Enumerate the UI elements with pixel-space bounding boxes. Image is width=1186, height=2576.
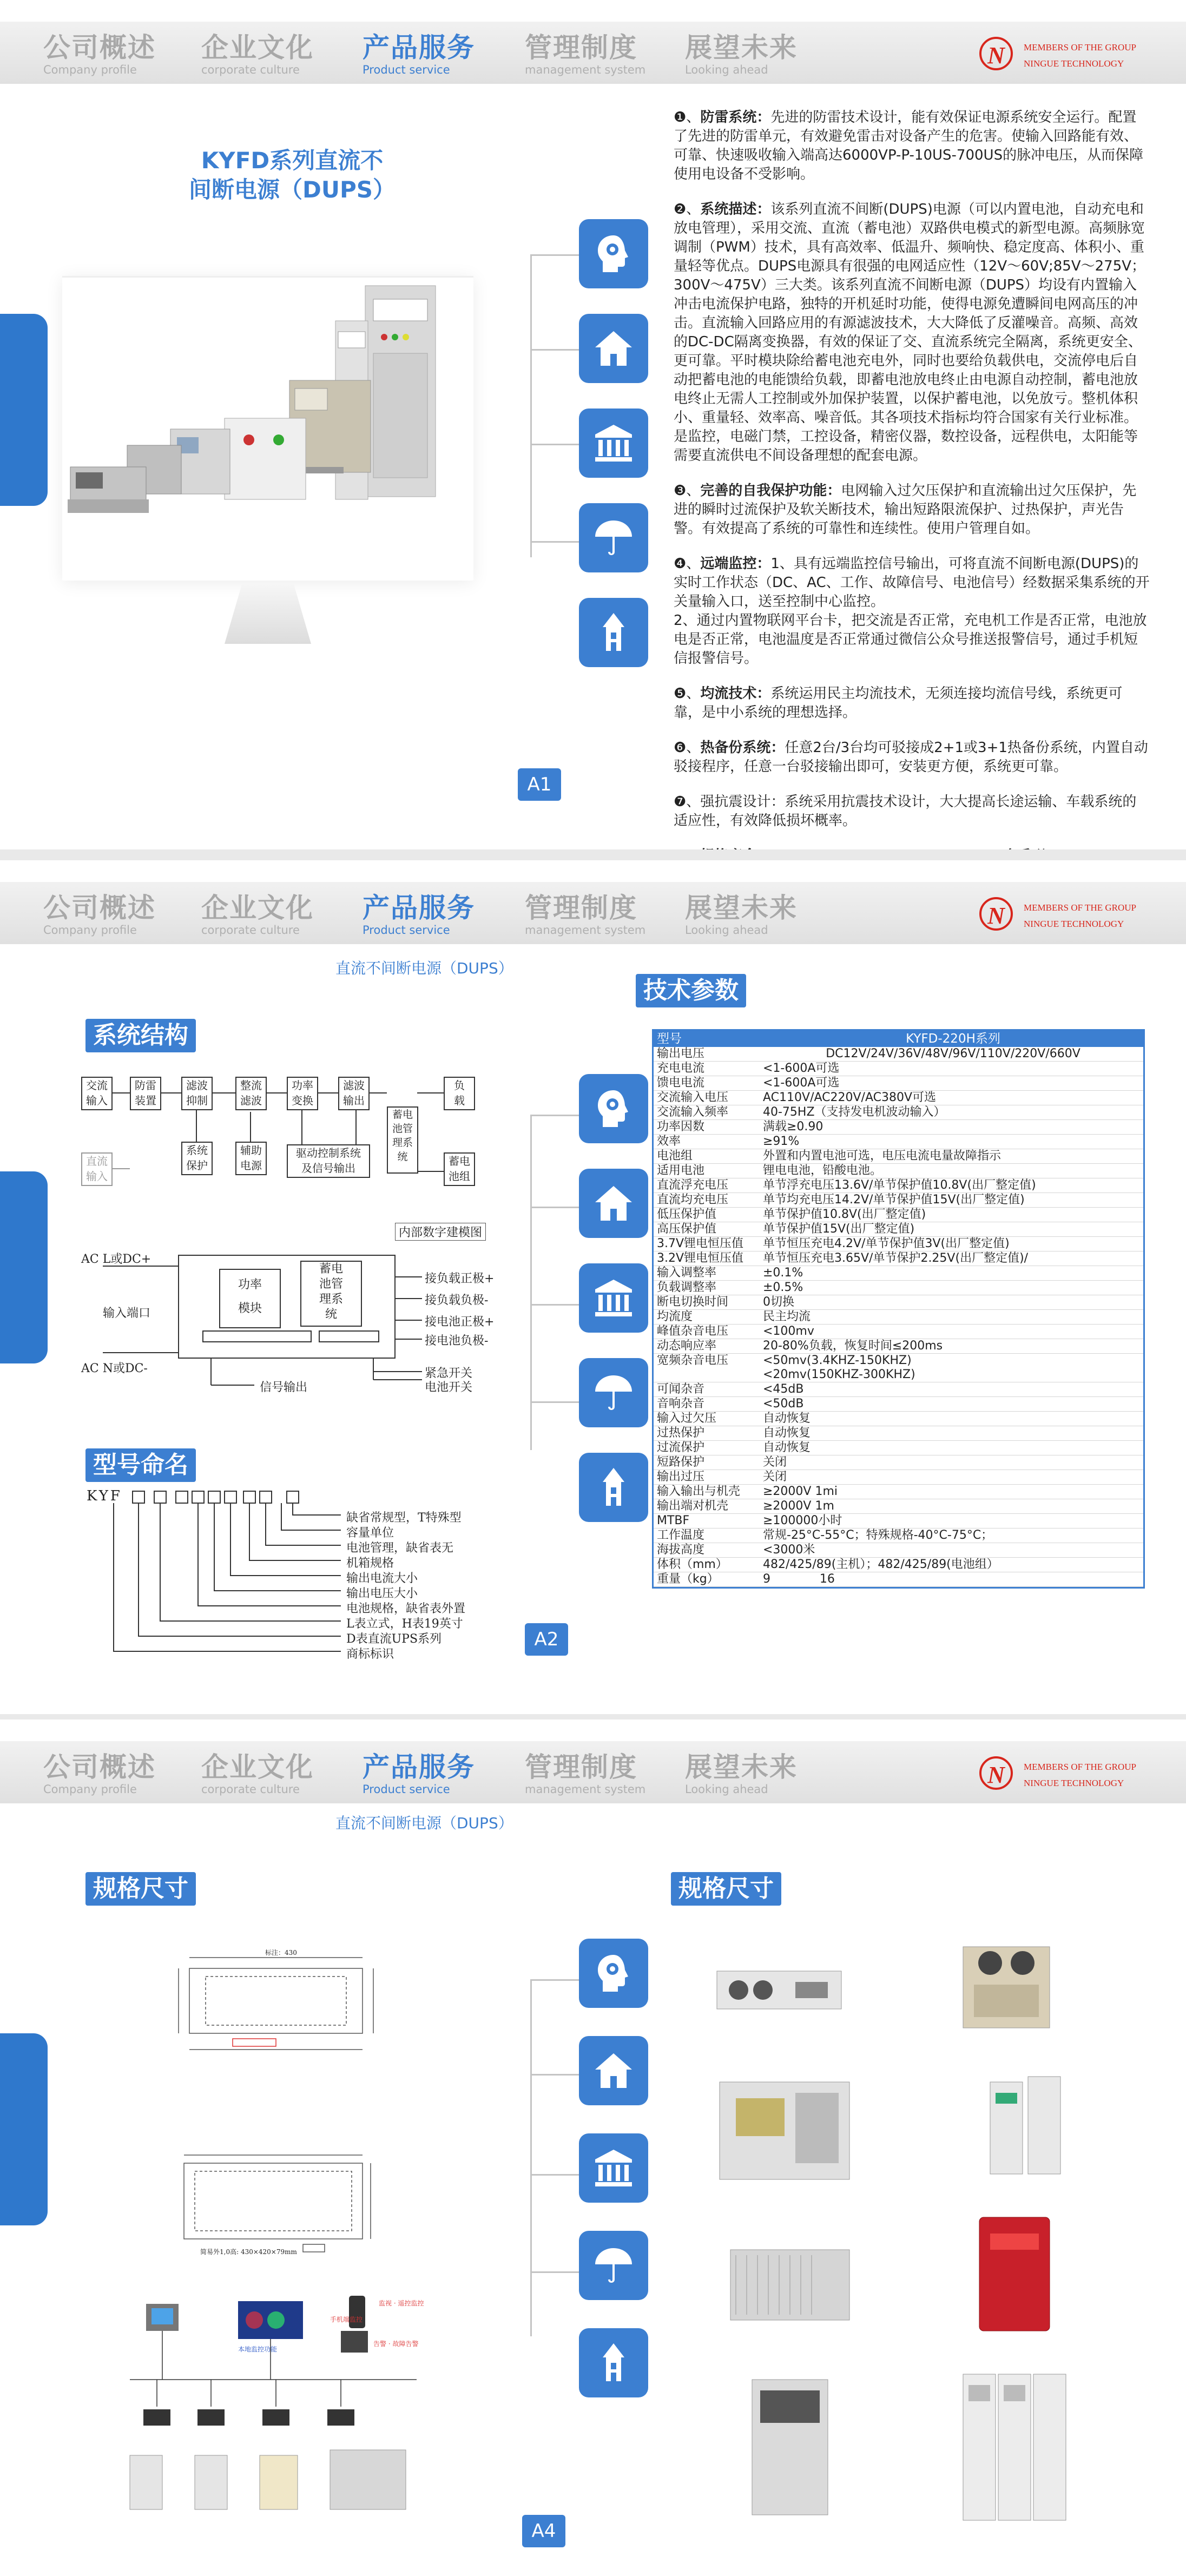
product-photo-red-supply (963, 2212, 1071, 2336)
product-photo (62, 276, 473, 581)
section-divider (0, 1714, 1186, 1719)
spec-table-header (654, 1031, 1143, 1047)
block-aux-power: 辅助 电源 (235, 1142, 267, 1175)
spec-row (654, 1558, 1143, 1572)
wiring-out-label: 电池开关 (425, 1381, 473, 1394)
nav-label: 企业文化 (201, 892, 314, 924)
spec-row (654, 1572, 1143, 1587)
feature-item: ❺、均流技术：系统运用民主均流技术，无须连接均流信号线，系统更可靠，是中小系统的理想选择。 (674, 686, 1123, 721)
title-line: 间断电源（DUPS） (189, 176, 396, 203)
spec-key: 负载调整率 (657, 1281, 717, 1294)
left-side-tab[interactable] (0, 1171, 48, 1363)
spec-key: 输入调整率 (657, 1266, 717, 1280)
tower-icon[interactable] (579, 2328, 648, 2397)
nav-product-service[interactable] (363, 1752, 509, 1796)
umbrella-icon[interactable] (579, 2231, 648, 2300)
spec-key: 输入过欠压 (657, 1412, 717, 1425)
spec-row (654, 1426, 1143, 1441)
nav-sublabel: corporate culture (201, 63, 300, 76)
nav-corporate-culture[interactable] (201, 1752, 347, 1796)
gear-head-icon[interactable] (579, 1939, 648, 2008)
wiring-title: 内部数字建模图 (395, 1223, 486, 1241)
spec-row (654, 1076, 1143, 1091)
company-logo (979, 37, 1152, 75)
top-nav (0, 1741, 1186, 1803)
wiring-signal-out: 信号输出 (260, 1381, 308, 1394)
spec-value: ±0.5% (763, 1281, 803, 1294)
spec-row (654, 1543, 1143, 1558)
drawing-note: 标注：430 (265, 1949, 297, 1956)
nav-company-profile[interactable] (43, 32, 189, 77)
nav-sublabel: Product service (363, 924, 450, 937)
spec-row (654, 1529, 1143, 1543)
spec-value: 20-80%负载，恢复时间≤200ms (763, 1339, 943, 1353)
block-dc-input: 直流 输入 (81, 1152, 113, 1186)
spec-value: <45dB (763, 1382, 804, 1396)
tag-system-structure: 系统结构 (85, 1019, 196, 1052)
spec-key: 输入输出与机壳 (657, 1485, 741, 1498)
nav-product-service[interactable] (363, 893, 509, 937)
umbrella-icon[interactable] (579, 503, 648, 572)
bank-icon[interactable] (579, 1263, 648, 1333)
nav-sublabel: management system (525, 63, 646, 76)
spec-value: 单节保护值10.8V(出厂整定值) (763, 1208, 926, 1221)
nav-sublabel: corporate culture (201, 924, 300, 937)
logo-line1: MEMBERS OF THE GROUP (1024, 1762, 1136, 1772)
spec-value: ±0.1% (763, 1266, 803, 1280)
nav-label: 展望未来 (685, 892, 798, 924)
naming-label: 电池管理，缺省表无 (346, 1541, 454, 1555)
gear-head-icon[interactable] (579, 1074, 648, 1143)
spec-table-body (654, 1047, 1143, 1587)
dimension-drawing-bottom (168, 2147, 384, 2271)
feature-item: ❻、热备份系统：任意2台/3台均可驳接成2+1或3+1热备份系统，内置自动驳接程序，任意一台驳接输出即可，安装更方便，系统更可靠。 (674, 740, 1148, 775)
page-section-a2 (0, 860, 1186, 1714)
spec-row (654, 1047, 1143, 1062)
title-line: KYFD系列直流不 (201, 147, 384, 174)
icon-connector-lines (519, 1936, 579, 2358)
spec-row (654, 1105, 1143, 1120)
spec-value: AC110V/AC220V/AC380V可选 (763, 1091, 937, 1104)
nav-corporate-culture[interactable] (201, 32, 347, 77)
nav-management-system[interactable] (525, 1752, 671, 1796)
block-filter: 滤波 抑制 (181, 1077, 213, 1110)
house-icon[interactable] (579, 314, 648, 383)
dimension-drawing-top (168, 1947, 384, 2071)
spec-key: 高压保护值 (657, 1222, 717, 1236)
spec-value: ≥100000小时 (763, 1514, 842, 1527)
spec-row (654, 1295, 1143, 1310)
nav-management-system[interactable] (525, 893, 671, 937)
spec-key: 馈电电流 (657, 1076, 705, 1090)
wiring-ac-n: AC N或DC- (81, 1362, 148, 1375)
section-divider (0, 849, 1186, 860)
spec-value: <50mv(3.4KHZ-150KHZ) <20mv(150KHZ-300KHZ) (763, 1354, 915, 1381)
tag-dimensions-right: 规格尺寸 (671, 1872, 781, 1906)
monitor-stand (225, 584, 311, 644)
spec-value: 满载≥0.90 (763, 1120, 823, 1134)
product-photo-heatsink-supply (725, 2228, 855, 2336)
nav-corporate-culture[interactable] (201, 893, 347, 937)
product-photo-floor-cabinets (958, 2369, 1071, 2526)
spec-key: 工作温度 (657, 1529, 705, 1542)
spec-row (654, 1339, 1143, 1354)
power-cabinets-illustration (62, 278, 473, 581)
spec-header-model: KYFD-220H系列 (906, 1032, 1000, 1046)
nav-sublabel: Company profile (43, 1783, 137, 1796)
spec-key: 均流度 (657, 1310, 693, 1323)
wiring-diagram (81, 1217, 514, 1412)
spec-value: <1-600A可选 (763, 1076, 840, 1090)
spec-value: 外置和内置电池可选，电压电流电量故障指示 (763, 1149, 1001, 1163)
logo-mark: N (979, 1756, 1013, 1790)
block-rectifier: 整流 滤波 (235, 1077, 267, 1110)
spec-row (654, 1091, 1143, 1105)
spec-value: 单节恒压充电3.65V/单节保护2.25V(出厂整定值)/ (763, 1251, 1029, 1265)
spec-value: 常规-25°C-55°C；特殊规格-40°C-75°C； (763, 1529, 993, 1542)
spec-row (654, 1135, 1143, 1149)
tag-tech-params: 技术参数 (636, 974, 746, 1007)
spec-row (654, 1382, 1143, 1397)
page-badge: A1 (518, 768, 561, 801)
spec-row (654, 1412, 1143, 1426)
spec-value: 9 16 (763, 1572, 835, 1586)
block-surge: 防雷 装置 (130, 1077, 161, 1110)
spec-key: 直流浮充电压 (657, 1178, 729, 1192)
page-badge: A4 (522, 2515, 565, 2547)
nav-sublabel: Looking ahead (685, 924, 768, 937)
spec-row (654, 1164, 1143, 1178)
spec-row (654, 1237, 1143, 1251)
nav-sublabel: management system (525, 924, 646, 937)
spec-row (654, 1281, 1143, 1295)
spec-value: 40-75HZ（支持发电机波动输入） (763, 1105, 946, 1119)
nav-label: 管理制度 (525, 32, 637, 63)
wiring-ac-l: AC L或DC+ (81, 1253, 151, 1266)
nav-label: 公司概述 (43, 892, 156, 924)
spec-value: ≥2000V 1mi (763, 1485, 838, 1498)
logo-line2: NINGUE TECHNOLOGY (1024, 58, 1124, 69)
spec-row (654, 1266, 1143, 1281)
company-logo (979, 1756, 1152, 1794)
nav-sublabel: Looking ahead (685, 63, 768, 76)
system-block-diagram (81, 1074, 482, 1204)
spec-key: 过热保护 (657, 1426, 705, 1440)
spec-value: 482/425/89(主机）；482/425/89(电池组） (763, 1558, 999, 1571)
tag-model-naming: 型号命名 (85, 1448, 196, 1482)
nav-label: 公司概述 (43, 1751, 156, 1783)
nav-label: 企业文化 (201, 1751, 314, 1783)
nav-label: 企业文化 (201, 32, 314, 63)
product-photo-rack-unit (714, 1947, 844, 2033)
nav-looking-ahead[interactable] (685, 32, 831, 77)
spec-key: 低压保护值 (657, 1208, 717, 1221)
naming-prefix: KYF (87, 1488, 122, 1504)
bank-icon[interactable] (579, 409, 648, 478)
spec-value: 自动恢复 (763, 1441, 811, 1454)
spec-key: 峰值杂音电压 (657, 1325, 729, 1338)
house-icon[interactable] (579, 1169, 648, 1238)
spec-value: 自动恢复 (763, 1426, 811, 1440)
spec-row (654, 1485, 1143, 1499)
spec-key: MTBF (657, 1514, 690, 1527)
spec-row (654, 1178, 1143, 1193)
nav-label: 展望未来 (685, 32, 798, 63)
drawing-note: 简易外1,0高: 430×420×79mm (200, 2248, 297, 2256)
spec-value: 民主均流 (763, 1310, 811, 1323)
spec-row (654, 1470, 1143, 1485)
left-side-tab[interactable] (0, 2033, 48, 2225)
nav-label: 产品服务 (363, 32, 475, 63)
spec-key: 海拔高度 (657, 1543, 705, 1557)
spec-key: 电池组 (657, 1149, 693, 1163)
left-side-tab[interactable] (0, 314, 48, 506)
spec-table (652, 1029, 1145, 1589)
spec-value: ≥2000V 1m (763, 1499, 834, 1513)
wiring-power-module: 功率 模块 (219, 1269, 281, 1328)
product-title (184, 146, 400, 205)
product-photo-module-fans (952, 1931, 1060, 2039)
nav-management-system[interactable] (525, 32, 671, 77)
nav-sublabel: Company profile (43, 924, 137, 937)
spec-value: 自动恢复 (763, 1412, 811, 1425)
net-label: 手机端监控 (330, 2316, 363, 2323)
feature-item: ❹、远端监控：1、具有远端监控信号输出，可将直流不间断电源(DUPS)的实时工作状态（DC、AC、工作、故障信号、电池信号）经数据采集系统的开关量输入口，送至控制中心监控。 2、通过内置物联网平台卡，把交流是否正常，充电机工作是否正常，电池放电是否正常，电池温度是否正常通过微信公众号推送报警信号，通过手机短信报警信号。 (674, 556, 1150, 667)
network-svg (114, 2293, 438, 2531)
tag-dimensions-left: 规格尺寸 (85, 1872, 196, 1906)
spec-key: 功率因数 (657, 1120, 705, 1134)
logo-line1: MEMBERS OF THE GROUP (1024, 42, 1136, 52)
logo-line2: NINGUE TECHNOLOGY (1024, 919, 1124, 929)
spec-value: 单节浮充电压13.6V/单节保护值10.8V(出厂整定值) (763, 1178, 1036, 1192)
block-power-conv: 功率 变换 (287, 1077, 318, 1110)
block-filter-out: 滤波 输出 (338, 1077, 370, 1110)
spec-key: 交流输入电压 (657, 1091, 729, 1104)
spec-value: 单节保护值15V(出厂整定值) (763, 1222, 915, 1236)
spec-row (654, 1499, 1143, 1514)
nav-label: 展望未来 (685, 1751, 798, 1783)
spec-value: <100mv (763, 1325, 814, 1338)
nav-label: 公司概述 (43, 32, 156, 63)
feature-item: ❼、强抗震设计：系统采用抗震技术设计，大大提高长途运输、车载系统的适应性，有效降低损坏概率。 (674, 794, 1137, 829)
page-section-a1 (0, 0, 1186, 849)
spec-row (654, 1441, 1143, 1455)
wiring-out-label: 接负载正极+ (425, 1272, 495, 1286)
block-load: 负 载 (444, 1077, 475, 1110)
spec-key: 体积（mm） (657, 1558, 728, 1571)
naming-label: 机箱规格 (346, 1557, 394, 1570)
naming-label: 商标标识 (346, 1648, 394, 1661)
icon-connector-lines (519, 216, 579, 584)
nav-sublabel: Company profile (43, 63, 137, 76)
model-naming-diagram (81, 1488, 514, 1704)
naming-label: 缺省常规型，T特殊型 (346, 1511, 462, 1525)
nav-sublabel: corporate culture (201, 1783, 300, 1796)
spec-key: 直流均充电压 (657, 1193, 729, 1207)
spec-row (654, 1208, 1143, 1222)
spec-key: 重量（kg） (657, 1572, 719, 1586)
naming-label: L表立式，H表19英寸 (346, 1617, 463, 1631)
spec-row (654, 1149, 1143, 1164)
spec-key: 短路保护 (657, 1455, 705, 1469)
naming-label: 容量单位 (346, 1526, 394, 1540)
wiring-input-port: 输入端口 (103, 1307, 151, 1320)
tower-icon[interactable] (579, 598, 648, 667)
page-section-a4 (0, 1719, 1186, 2576)
top-nav (0, 882, 1186, 944)
logo-mark: N (979, 37, 1013, 70)
spec-row (654, 1397, 1143, 1412)
spec-row (654, 1354, 1143, 1382)
drawing-top-svg (168, 1947, 384, 2071)
spec-key: 充电电流 (657, 1062, 705, 1075)
page-badge: A2 (525, 1623, 568, 1656)
spec-key: 宽频杂音电压 (657, 1354, 729, 1367)
spec-key: 可闻杂音 (657, 1382, 705, 1396)
spec-key: 断电切换时间 (657, 1295, 729, 1309)
nav-sublabel: Looking ahead (685, 1783, 768, 1796)
nav-sublabel: Product service (363, 1783, 450, 1796)
monitoring-network-diagram (114, 2293, 438, 2531)
nav-company-profile[interactable] (43, 1752, 189, 1796)
spec-key: 效率 (657, 1135, 681, 1148)
spec-header-key: 型号 (657, 1032, 682, 1046)
spec-row (654, 1222, 1143, 1237)
spec-row (654, 1455, 1143, 1470)
block-protect: 系统 保护 (181, 1142, 213, 1175)
net-label: 监视 · 遥控监控 (379, 2300, 424, 2307)
nav-looking-ahead[interactable] (685, 893, 831, 937)
spec-value: 关闭 (763, 1455, 787, 1469)
naming-label: 电池规格，缺省表外置 (346, 1602, 466, 1616)
company-logo (979, 897, 1152, 935)
spec-key: 过流保护 (657, 1441, 705, 1454)
umbrella-icon[interactable] (579, 1358, 648, 1427)
spec-value: <3000米 (763, 1543, 815, 1557)
spec-key: 输出过压 (657, 1470, 705, 1484)
nav-company-profile[interactable] (43, 893, 189, 937)
logo-line1: MEMBERS OF THE GROUP (1024, 902, 1136, 913)
naming-label: 输出电压大小 (346, 1587, 418, 1600)
spec-value: 单节均充电压14.2V/单节保护值15V(出厂整定值) (763, 1193, 1025, 1207)
spec-row (654, 1120, 1143, 1135)
block-battery: 蓄电 池组 (444, 1152, 475, 1186)
spec-value: <50dB (763, 1397, 804, 1411)
icon-connector-lines (519, 1071, 579, 1483)
net-label: 告警 · 故障告警 (373, 2340, 419, 2348)
spec-key: 输出电压 (657, 1047, 705, 1060)
block-drive-control: 驱动控制系统 及信号输出 (287, 1144, 370, 1178)
spec-key: 适用电池 (657, 1164, 705, 1177)
naming-label: D表直流UPS系列 (346, 1632, 442, 1646)
wiring-bms: 蓄电 池管 理系 统 (300, 1261, 362, 1327)
spec-row (654, 1193, 1143, 1208)
spec-value: 单节恒压充电4.2V/单节保护值3V(出厂整定值) (763, 1237, 1010, 1250)
section-subtitle: 直流不间断电源（DUPS） (335, 1814, 513, 1832)
wiring-out-label: 紧急开关 (425, 1367, 473, 1380)
product-photo-wall-cabinet (714, 2077, 855, 2185)
wiring-out-label: 接负载负极- (425, 1294, 489, 1307)
spec-key: 3.7V锂电恒压值 (657, 1237, 744, 1250)
top-nav (0, 22, 1186, 84)
spec-value: 0切换 (763, 1295, 794, 1309)
spec-value: 关闭 (763, 1470, 787, 1484)
spec-key: 动态响应率 (657, 1339, 717, 1353)
logo-line2: NINGUE TECHNOLOGY (1024, 1778, 1124, 1788)
feature-item: ❶、防雷系统：先进的防雷技术设计，能有效保证电源系统安全运行。配置了先进的防雷单元，有效避免雷击对设备产生的危害。使输入回路能有效、可靠、快速吸收输入端高达6000VP-P-10US-700US的脉冲电压，从而保障使用电设备不受影响。 (674, 109, 1144, 182)
bank-icon[interactable] (579, 2133, 648, 2203)
nav-label: 产品服务 (363, 892, 475, 924)
spec-value: DC12V/24V/36V/48V/96V/110V/220V/660V (826, 1047, 1080, 1060)
product-monitor-frame (62, 254, 473, 644)
gear-head-icon[interactable] (579, 219, 648, 288)
nav-label: 管理制度 (525, 1751, 637, 1783)
spec-row (654, 1514, 1143, 1529)
naming-label: 输出电流大小 (346, 1572, 418, 1585)
spec-row (654, 1251, 1143, 1266)
tower-icon[interactable] (579, 1453, 648, 1522)
nav-product-service[interactable] (363, 32, 509, 77)
nav-looking-ahead[interactable] (685, 1752, 831, 1796)
product-photo-tower-units (979, 2066, 1071, 2185)
spec-key: 音响杂音 (657, 1397, 705, 1411)
spec-key: 3.2V锂电恒压值 (657, 1251, 744, 1265)
feature-item: ❸、完善的自我保护功能：电网输入过欠压保护和直流输出过欠压保护，先进的瞬时过流保护及软关断技术，输出短路限流保护、过热保护，声光告警。有效提高了系统的可靠性和连续性。使用户管理自如。 (674, 483, 1137, 537)
feature-item: ❷、系统描述：该系列直流不间断(DUPS)电源（可以内置电池，自动充电和放电管理），采用交流、直流（蓄电池）双路供电模式的新型电源。高频脉宽调制（PWM）技术，具有高效率、低温升、频响快、稳定度高、体积小、重量轻等优点。DUPS电源具有很强的电网适应性（12V～60V;85V～275V；300V～475V）三大类。该系列直流不间断电源（DUPS）均设有内置输入冲击电流保护电路，独特的开机延时功能，使得电源免遭瞬间电网高压的冲击。直流输入回路应用的有源滤波技术，大大降低了反灌噪音。高频、高效的DC-DC隔离变换器，有效的保证了交、直流系统完全隔离，系统更安全、更可靠。平时模块除给蓄电池充电外，同时也要给负载供电，交流停电后自动把蓄电池的电能馈给负载，即蓄电池放电终止由电源自动控制，蓄电池放电终止无需人工控制或外加保护装置，以保护蓄电池，以免放亏。整机体积小、重量轻、效率高、噪音低。其各项技术指标均符合国家有关行业标准。是监控，电磁门禁，工控设备，精密仪器，数控设备，远程供电，太阳能等需要直流供电不间设备理想的配套电源。 (674, 201, 1146, 464)
nav-label: 管理制度 (525, 892, 637, 924)
spec-key: 输出端对机壳 (657, 1499, 729, 1513)
spec-value: 锂电电池，铅酸电池。 (763, 1164, 882, 1177)
block-ac-input: 交流 输入 (81, 1077, 113, 1110)
wiring-out-label: 接电池正极+ (425, 1315, 495, 1329)
house-icon[interactable] (579, 2036, 648, 2105)
nav-sublabel: management system (525, 1783, 646, 1796)
section-subtitle: 直流不间断电源（DUPS） (335, 959, 513, 977)
product-photo-chassis (736, 2369, 844, 2520)
feature-list (674, 108, 1150, 882)
spec-row (654, 1310, 1143, 1325)
nav-label: 产品服务 (363, 1751, 475, 1783)
spec-value: <1-600A可选 (763, 1062, 840, 1075)
spec-row (654, 1062, 1143, 1076)
nav-sublabel: Product service (363, 63, 450, 76)
spec-row (654, 1325, 1143, 1339)
spec-key: 交流输入频率 (657, 1105, 729, 1119)
block-bms: 蓄电 池管 理系 统 (387, 1106, 418, 1174)
wiring-out-label: 接电池负极- (425, 1334, 489, 1348)
spec-value: ≥91% (763, 1135, 800, 1148)
logo-mark: N (979, 897, 1013, 931)
net-label: 本地监控功能 (238, 2346, 278, 2353)
